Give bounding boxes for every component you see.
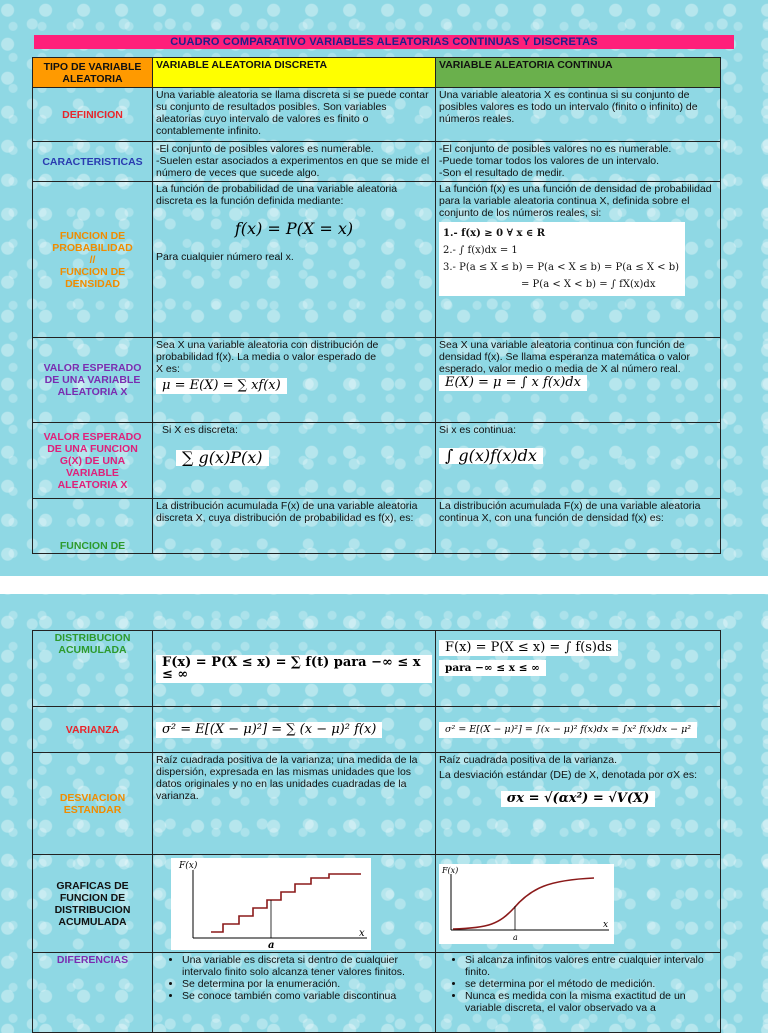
distribucion-continua-para: para −∞ ≤ x ≤ ∞ xyxy=(439,660,546,676)
label-funcion-densidad: FUNCION DE DENSIDAD xyxy=(59,265,126,290)
diferencia-discreta-1: • Una variable es discreta si dentro de cualquier intervalo finito solo alcanza tener valores finitos. xyxy=(182,954,432,978)
diferencia-continua-1: • Si alcanza infinitos valores entre cualquier intervalo finito. xyxy=(465,954,717,978)
header-tipo: TIPO DE VARIABLE ALEATORIA xyxy=(33,58,153,88)
page-separator xyxy=(0,576,768,594)
distribucion-discreta-text: La distribución acumulada F(x) de una variable aleatoria discreta X, cuya distribución de probabilidad es f(x), es: xyxy=(153,499,436,554)
definicion-discreta: Una variable aleatoria se llama discreta si se puede contar su conjunto de resultados posibles. Son variables aleatorias cuyo intervalo de valores es finito o contablemente infinito. xyxy=(153,88,436,142)
densidad-cond-4: = P(a < X < b) = ∫ fX(x)dx xyxy=(521,279,656,290)
densidad-cond-3: 3.- P(a ≤ X ≤ b) = P(a < X ≤ b) = P(a ≤ X < b) xyxy=(443,262,680,273)
grafica-discreta-cell xyxy=(153,855,436,953)
grafica-continua xyxy=(439,864,614,944)
desviacion-continua-text-2: La desviación estándar (DE) de X, denotada por σX es: xyxy=(439,769,698,781)
caracteristica-continua-2: -Puede tomar todos los valores de un intervalo. xyxy=(439,155,660,167)
esperado-continua xyxy=(436,338,721,423)
esperado-g-continua xyxy=(436,423,721,499)
label-valor-esperado-g: VALOR ESPERADO DE UNA FUNCION G(X) DE UNA VARIABLE ALEATORIA X xyxy=(33,423,153,499)
varianza-continua xyxy=(436,707,721,753)
label-definicion: DEFINICION xyxy=(33,88,153,142)
esperado-continua-text: Sea X una variable aleatoria continua con función de densidad f(x). Se llama esperanza matemática o valor esperado, valor medio o media de X al número real. xyxy=(439,339,690,375)
grafica-continua-y-label: F(x) xyxy=(442,865,459,875)
comparison-table-part-2 xyxy=(32,630,721,1033)
esperado-continua-formula: E(X) = μ = ∫ x f(x)dx xyxy=(439,375,587,391)
grafica-continua-x-label: x xyxy=(603,919,609,930)
funcion-continua-text: La función f(x) es una función de densidad de probabilidad para la variable aleatoria continua X, definida sobre el conjunto de los números reales, si: xyxy=(439,183,712,219)
funcion-discreta xyxy=(153,182,436,338)
label-funcion-de: FUNCION DE xyxy=(33,499,153,554)
grafica-continua-a-label: a xyxy=(513,932,518,942)
label-varianza: VARIANZA xyxy=(33,707,153,753)
funcion-discreta-formula: f(x) = P(X = x) xyxy=(234,219,354,238)
esperado-g-discreta-text: Si X es discreta: xyxy=(162,424,238,436)
caracteristicas-discreta xyxy=(153,142,436,182)
densidad-cond-1: 1.- f(x) ≥ 0 ∀ x ∈ R xyxy=(443,228,546,239)
diferencia-discreta-2: • Se determina por la enumeración. xyxy=(182,978,432,990)
varianza-continua-formula: σ² = E[(X − μ)²] = ∫(x − μ)² f(x)dx = ∫x² f(x)dx − μ² xyxy=(439,722,697,738)
label-funcion xyxy=(33,182,153,338)
desviacion-discreta: Raíz cuadrada positiva de la varianza; una medida de la dispersión, expresada en las mismas unidades que los datos originales y no en las unidades cuadradas de la varianza. xyxy=(153,753,436,855)
caracteristica-continua-1: -El conjunto de posibles valores no es numerable. xyxy=(439,143,672,155)
caracteristicas-continua xyxy=(436,142,721,182)
grafica-continua-cell xyxy=(436,855,721,953)
label-caracteristicas: CARACTERISTICAS xyxy=(33,142,153,182)
label-valor-esperado: VALOR ESPERADO DE UNA VARIABLE ALEATORIA X xyxy=(33,338,153,423)
diferencias-discreta-list xyxy=(156,954,432,1002)
esperado-g-continua-formula: ∫ g(x)f(x)dx xyxy=(439,448,543,464)
esperado-g-discreta xyxy=(153,423,436,499)
label-diferencias: DIFERENCIAS xyxy=(33,953,153,1033)
distribucion-discreta-formula: F(x) = P(X ≤ x) = ∑ f(t) para −∞ ≤ x ≤ ∞ xyxy=(156,655,432,683)
funcion-discreta-text: La función de probabilidad de una variable aleatoria discreta es la función definida mediante: xyxy=(156,183,398,207)
grafica-discreta-a-label: a xyxy=(268,939,275,950)
comparison-table-part-1 xyxy=(32,57,721,554)
grafica-continua-curve xyxy=(453,878,594,929)
esperado-discreta-formula: μ = E(X) = ∑ xf(x) xyxy=(156,378,287,394)
label-graficas: GRAFICAS DE FUNCION DE DISTRIBUCION ACUMULADA xyxy=(33,855,153,953)
grafica-discreta-y-label: F(x) xyxy=(179,860,198,871)
varianza-discreta-formula: σ² = E[(X − μ)²] = ∑ (x − μ)² f(x) xyxy=(156,722,382,738)
diferencias-continua-list xyxy=(439,954,717,1014)
grafica-discreta-steps xyxy=(211,874,361,932)
distribucion-discreta xyxy=(153,631,436,707)
diferencia-continua-2: • se determina por el método de medición. xyxy=(465,978,717,990)
grafica-discreta xyxy=(171,858,371,950)
esperado-discreta-text: Sea X una variable aleatoria con distribución de probabilidad f(x). La media o valor esperado de X es: xyxy=(156,339,379,375)
distribucion-continua-formula: F(x) = P(X ≤ x) = ∫ f(s)ds xyxy=(439,640,618,656)
varianza-discreta xyxy=(153,707,436,753)
distribucion-continua-text: La distribución acumulada F(x) de una variable aleatoria continua X, con una función de densidad f(x) es: xyxy=(436,499,721,554)
funcion-discreta-note: Para cualquier número real x. xyxy=(156,251,294,263)
header-continua: VARIABLE ALEATORIA CONTINUA xyxy=(436,58,721,88)
funcion-continua xyxy=(436,182,721,338)
densidad-cond-2: 2.- ∫ f(x)dx = 1 xyxy=(443,245,518,256)
header-discreta: VARIABLE ALEATORIA DISCRETA xyxy=(153,58,436,88)
grafica-discreta-x-label: x xyxy=(359,927,365,939)
caracteristica-discreta-2: -Suelen estar asociados a experimentos en que se mide el número de veces que sucede algo. xyxy=(156,155,430,179)
label-desviacion: DESVIACION ESTANDAR xyxy=(33,753,153,855)
label-funcion-probabilidad: FUNCION DE PROBABILIDAD xyxy=(52,229,133,254)
caracteristica-continua-3: -Son el resultado de medir. xyxy=(439,167,565,179)
esperado-g-discreta-formula: ∑ g(x)P(x) xyxy=(176,450,269,466)
diferencias-continua xyxy=(436,953,721,1033)
desviacion-continua xyxy=(436,753,721,855)
document-title: CUADRO COMPARATIVO VARIABLES ALEATORIAS CONTINUAS Y DISCRETAS xyxy=(34,35,734,49)
esperado-g-continua-text: Si x es continua: xyxy=(439,424,517,436)
desviacion-continua-formula: σx = √(αx²) = √V(X) xyxy=(501,791,656,807)
diferencia-discreta-3: • Se conoce también como variable discontinua xyxy=(182,990,432,1002)
diferencias-discreta xyxy=(153,953,436,1033)
label-funcion-separator: // xyxy=(89,253,96,266)
desviacion-continua-text-1: Raíz cuadrada positiva de la varianza. xyxy=(439,754,618,766)
distribucion-continua xyxy=(436,631,721,707)
esperado-discreta xyxy=(153,338,436,423)
diferencia-continua-3: • Nunca es medida con la misma exactitud de un variable discreta, el valor observado va a xyxy=(465,990,717,1014)
page-2 xyxy=(0,594,768,1024)
definicion-continua: Una variable aleatoria X es continua si su conjunto de posibles valores es todo un intervalo (finito o infinito) de números reales. xyxy=(436,88,721,142)
label-distribucion-acumulada: DISTRIBUCION ACUMULADA xyxy=(33,631,153,707)
caracteristica-discreta-1: -El conjunto de posibles valores es numerable. xyxy=(156,143,374,155)
